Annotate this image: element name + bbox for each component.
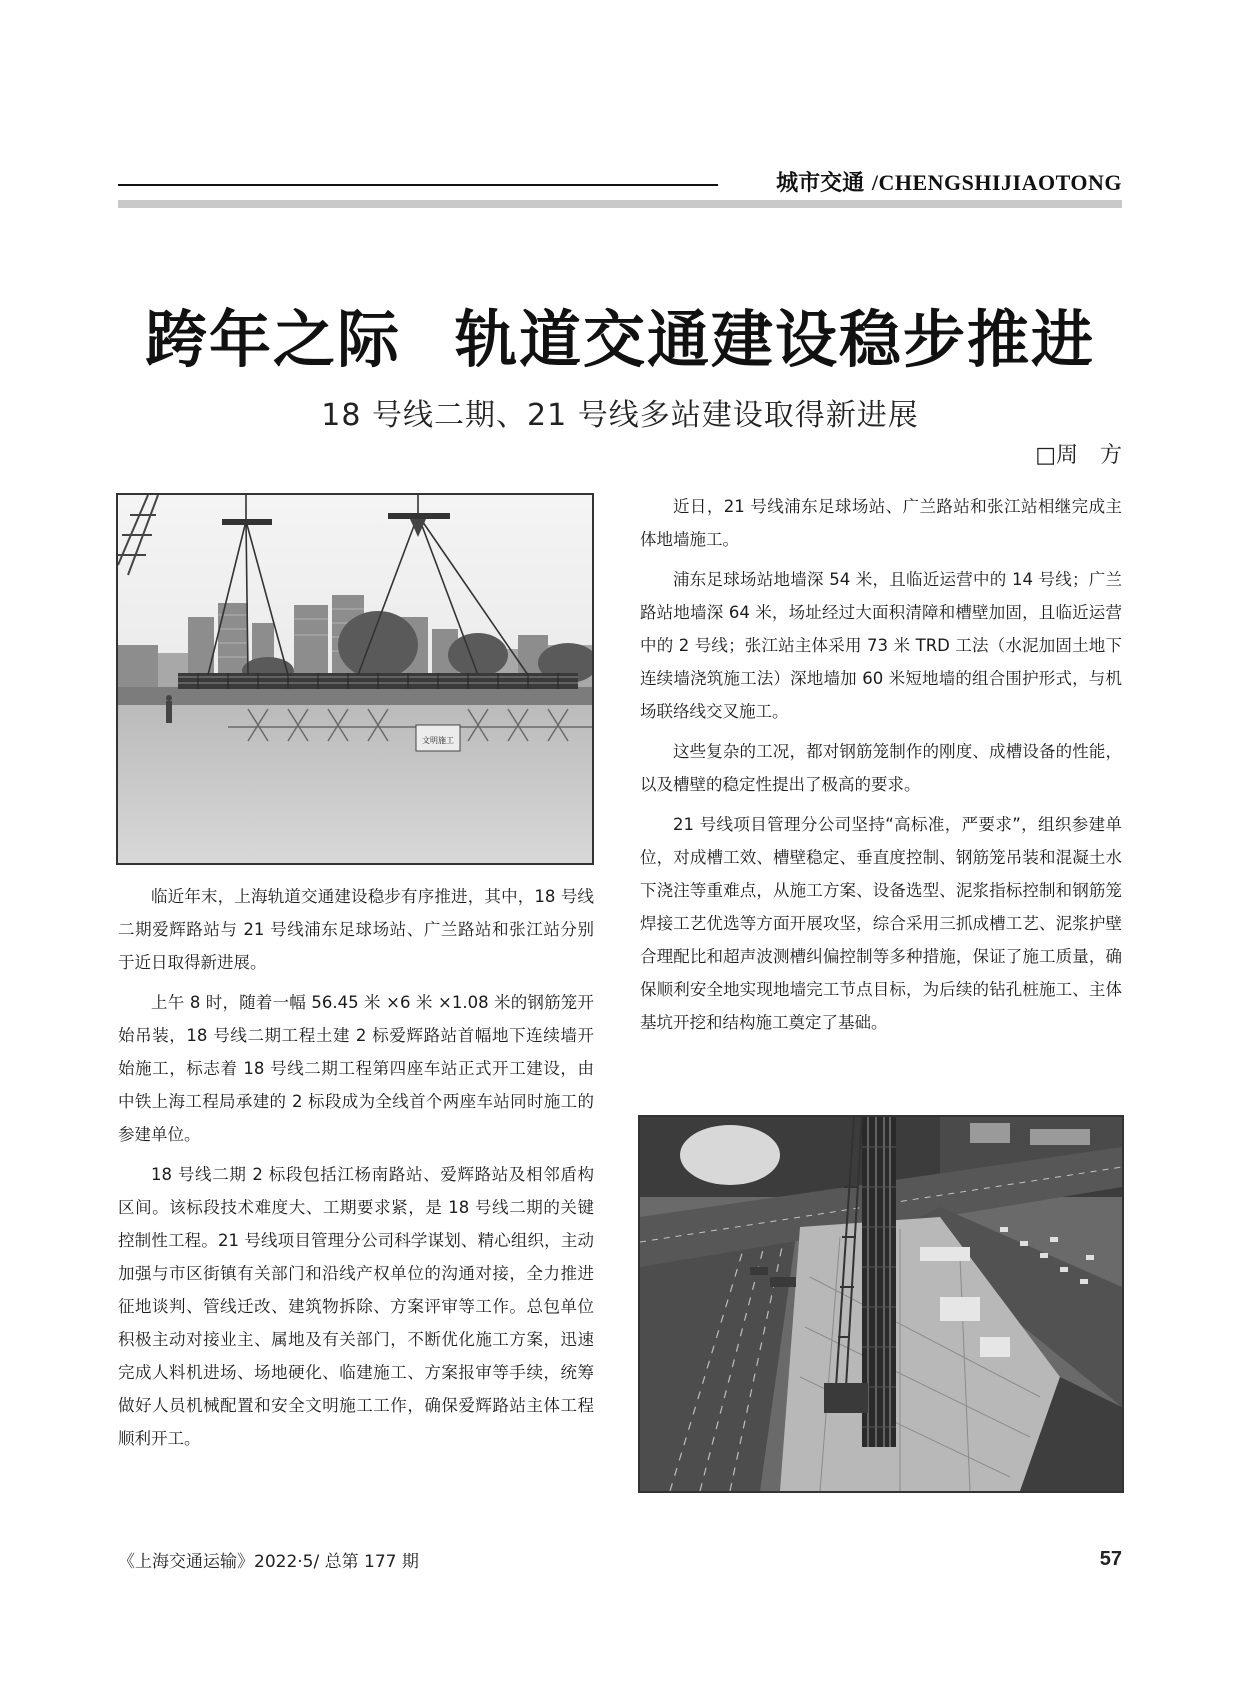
article-body-left-column: [118, 880, 594, 1462]
paragraph: 近日，21 号线浦东足球场站、广兰路站和张江站相继完成主体地墙施工。: [640, 497, 1122, 549]
page-number: 57: [1099, 1548, 1122, 1570]
paragraph: 这些复杂的工况，都对钢筋笼制作的刚度、成槽设备的性能，以及槽壁的稳定性提出了极高的要求。: [640, 742, 1122, 794]
section-name-cn: 城市交通: [776, 171, 865, 196]
author-byline: □周 方: [1035, 443, 1122, 468]
site-sign-text: 文明施工: [422, 736, 454, 745]
header-band: [118, 200, 1122, 208]
article-subtitle: 18 号线二期、21 号线多站建设取得新进展: [321, 398, 919, 433]
article-body-right-column: [640, 490, 1122, 1046]
paragraph: 18 号线二期 2 标段包括江杨南路站、爱辉路站及相邻盾构区间。该标段技术难度大、工期要求紧，是 18 号线二期的关键控制性工程。21 号线项目管理分公司科学谋划、精心组织，主动加强与市区街镇有关部门和沿线产权单位的沟通对接，全力推进征地谈判、管线迁改、建筑物拆除、方案评审等工作。总包单位积极主动对接业主、属地及有关部门，不断优化施工方案，迅速完成人料机进场、场地硬化、临建施工、方案报审等手续，统筹做好人员机械配置和安全文明施工工作，确保爱辉路站主体工程顺利开工。: [118, 1165, 594, 1448]
footer-journal-issue: 《上海交通运输》2022·5/ 总第 177 期: [118, 1552, 419, 1572]
photo-rebar-cage-lifting: [116, 493, 594, 865]
section-name-en: /CHENGSHIJIAOTONG: [871, 170, 1122, 195]
header-rule: [118, 184, 718, 186]
paragraph: 临近年末，上海轨道交通建设稳步有序推进，其中，18 号线二期爱辉路站与 21 号线浦东足球场站、广兰路站和张江站分别于近日取得新进展。: [118, 887, 594, 972]
article-title: [0, 290, 1240, 379]
photo-aerial-construction-site: [638, 1115, 1124, 1493]
paragraph: 浦东足球场站地墙深 54 米，且临近运营中的 14 号线；广兰路站地墙深 64 米，场址经过大面积清障和槽壁加固，且临近运营中的 2 号线；张江站主体采用 73 米 TRD 工法（水泥加固土地下连续墙浇筑施工法）深地墙加 60 米短地墙的组合围护形式，与机场联络线交叉施工。: [640, 570, 1122, 721]
title-part-1: 跨年之际: [144, 303, 401, 376]
section-tag: [776, 166, 1122, 197]
paragraph: 上午 8 时，随着一幅 56.45 米 ×6 米 ×1.08 米的钢筋笼开始吊装，18 号线二期工程土建 2 标爱辉路站首幅地下连续墙开始施工，标志着 18 号线二期工程第四座车站正式开工建设，由中铁上海工程局承建的 2 标段成为全线首个两座车站同时施工的参建单位。: [118, 993, 594, 1144]
title-part-2: 轨道交通建设稳步推进: [455, 303, 1096, 376]
paragraph: 21 号线项目管理分公司坚持“高标准，严要求”，组织参建单位，对成槽工效、槽壁稳定、垂直度控制、钢筋笼吊装和混凝土水下浇注等重难点，从施工方案、设备选型、泥浆指标控制和钢筋笼焊接工艺优选等方面开展攻坚，综合采用三抓成槽工艺、泥浆护壁合理配比和超声波测槽纠偏控制等多种措施，保证了施工质量，确保顺利安全地实现地墙完工节点目标，为后续的钻孔桩施工、主体基坑开挖和结构施工奠定了基础。: [640, 815, 1122, 1032]
